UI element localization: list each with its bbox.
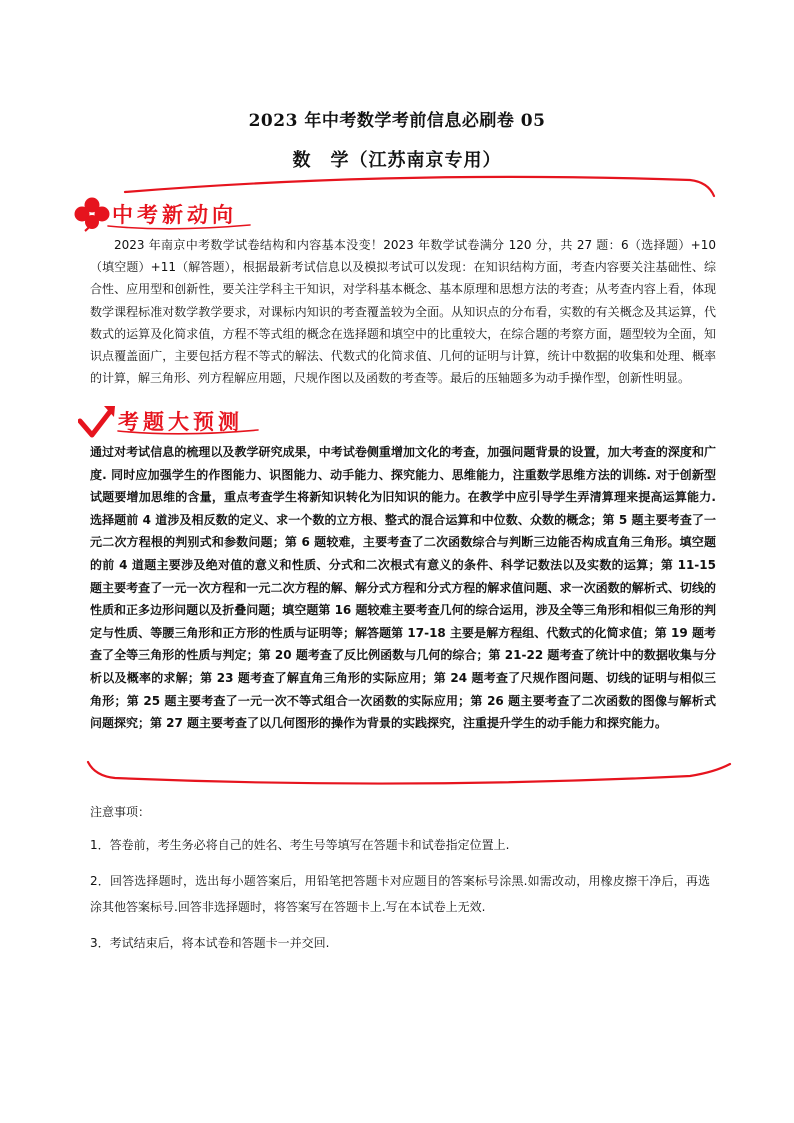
note-item: 3．考试结束后，将本试卷和答题卡一并交回. <box>90 936 330 950</box>
note-item: 2．回答选择题时，选出每小题答案后，用铅笔把答题卡对应题目的答案标号涂黑.如需改动，用橡皮擦干净后，再选涂其他答案标号.回答非选择题时，将答案写在答题卡上.写在本试卷上无效. <box>90 874 710 914</box>
section-heading-prediction <box>78 403 243 439</box>
section-heading-prediction-label: 考题大预测 <box>118 410 243 434</box>
trend-paragraph: 2023 年南京中考数学试卷结构和内容基本没变！2023 年数学试卷满分 120 分，共 27 题：6（选择题）+10（填空题）+11（解答题），根据最新考试信息以及模拟考试可以发现：在知识结构方面，考查内容要关注基础性、综合性、应用型和创新性，要关注学科主干知识，对学科基本概念、基本原理和思想方法的考查；从考查内容上看，体现数学课程标准对数学教学要求，对课标内知识的考查覆盖较为全面。从知识点的分布看，实数的有关概念及其运算，代数式的运算及化简求值，方程不等式组的概念在选择题和填空中的比重较大，在综合题的考察方面，题型较为全面，知识点覆盖面广，主要包括方程不等式的解法、代数式的化简求值、几何的证明与计算，统计中数据的收集和处理、概率的计算，解三角形、列方程解应用题，尺规作图以及函数的考查等。最后的压轴题多为动手操作型，创新性明显。 <box>90 238 716 386</box>
document-subtitle: 数 学（江苏南京专用） <box>292 150 502 171</box>
notes-title: 注意事项： <box>90 805 151 819</box>
four-leaf-clover-icon <box>72 196 112 232</box>
top-frame-curve <box>125 177 714 196</box>
section-heading-trend-label: 中考新动向 <box>112 203 237 227</box>
bottom-frame-curve <box>88 762 730 784</box>
prediction-paragraph: 通过对考试信息的梳理以及教学研究成果，中考试卷侧重增加文化的考查，加强问题背景的设置，加大考查的深度和广度. 同时应加强学生的作图能力、识图能力、动手能力、探究能力、思维能力，注重数学思维方法的训练. 对于创新型试题要增加思维的含量，重点考查学生将新知识转化为旧知识的能力。在教学中应引导学生弄清算理来提高运算能力. 选择题前 4 道涉及相反数的定义、求一个数的立方根、整式的混合运算和中位数、众数的概念；第 5 题主要考查了一元二次方程根的判别式和参数问题；第 6 题较难，主要考查了二次函数综合与判断三边能否构成直角三角形。填空题的前 4 道题主要涉及绝对值的意义和性质、分式和二次根式有意义的条件、科学记数法以及实数的运算；第 11-15 题主要考查了一元一次方程和一元二次方程的解、解分式方程和分式方程的解求值问题、求一次函数的解析式、切线的性质和正多边形问题以及折叠问题；填空题第 16 题较难主要考查几何的综合运用，涉及全等三角形和相似三角形的判定与性质、等腰三角形和正方形的性质与证明等；解答题第 17-18 主要是解方程组、代数式的化简求值；第 19 题考查了全等三角形的性质与判定；第 20 题考查了反比例函数与几何的综合；第 21-22 题考查了统计中的数据收集与分析以及概率的求解；第 23 题考查了解直角三角形的实际应用；第 24 题考查了尺规作图问题、切线的证明与相似三角形；第 25 题主要考查了一元一次不等式组合一次函数的实际应用；第 26 题主要考查了二次函数的图像与解析式问题探究；第 27 题主要考查了以几何图形的操作为背景的实践探究，注重提升学生的动手能力和探究能力。 <box>90 445 716 731</box>
notes-section <box>90 803 710 966</box>
section-heading-trend <box>72 196 237 232</box>
note-item: 1．答卷前，考生务必将自己的姓名、考生号等填写在答题卡和试卷指定位置上. <box>90 838 510 852</box>
document-title: 2023 年中考数学考前信息必刷卷 05 <box>248 111 546 131</box>
checkmark-icon <box>78 403 118 439</box>
